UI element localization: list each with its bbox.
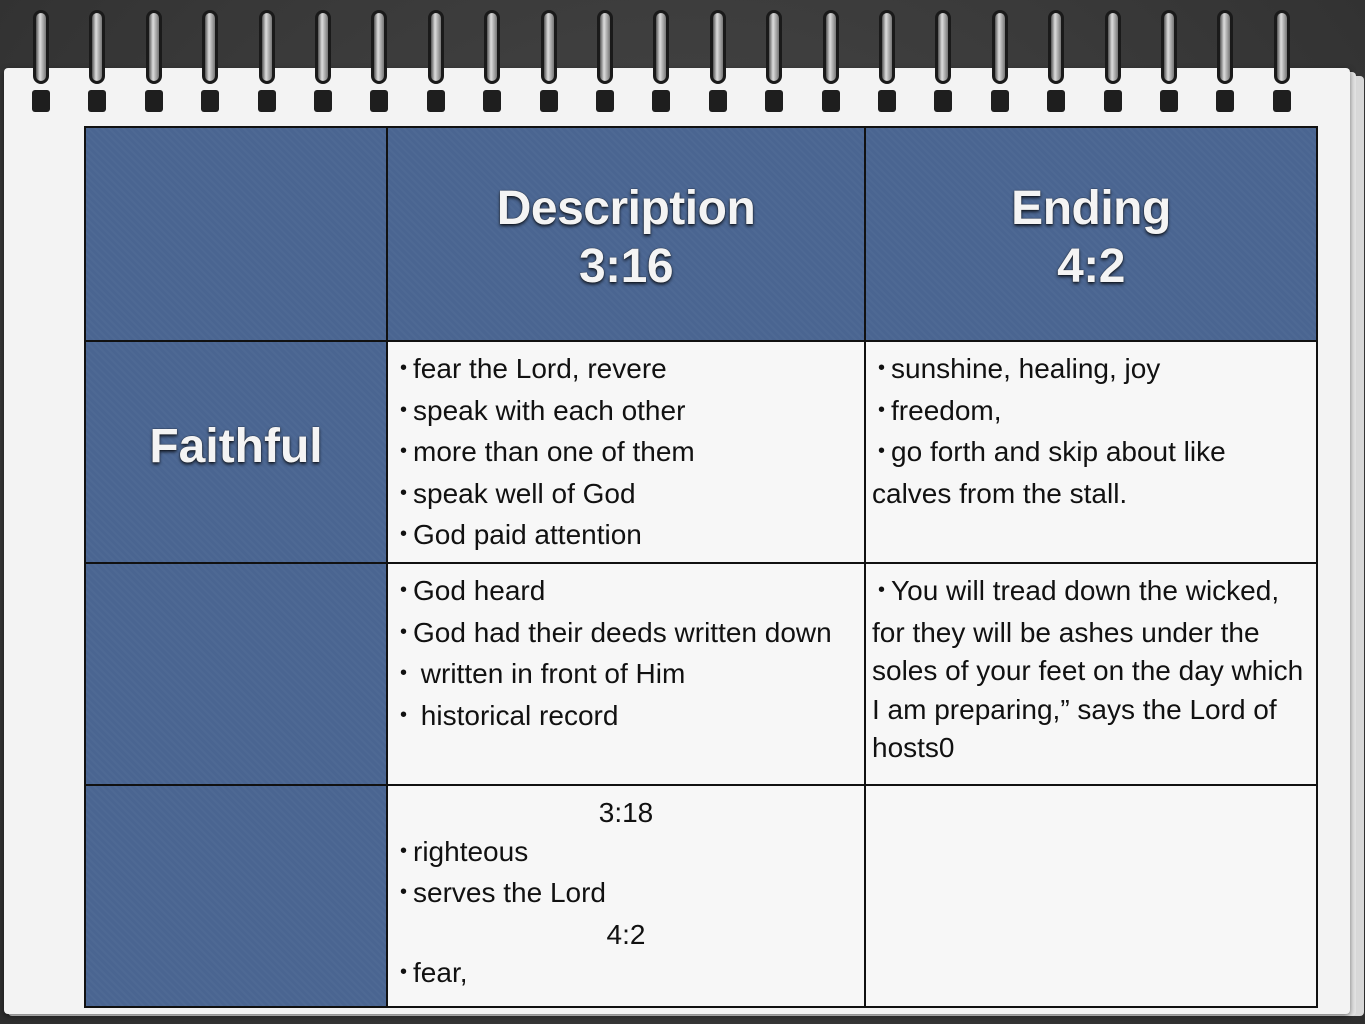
ring-hole <box>258 90 276 112</box>
ring-hole <box>822 90 840 112</box>
ring-hole <box>652 90 670 112</box>
list-item: • more than one of them <box>394 433 858 475</box>
ring-loop <box>89 10 105 84</box>
list-item: • freedom, <box>872 392 1310 434</box>
ring-hole <box>765 90 783 112</box>
row-label-cell <box>85 341 387 563</box>
ring-hole <box>1160 90 1178 112</box>
list-item: • God heard <box>394 572 858 614</box>
header-ending-title: Ending <box>1011 182 1171 235</box>
comparison-table <box>84 126 1318 1008</box>
list-item: • fear, <box>394 954 858 996</box>
verse-reference: 3:18 <box>598 797 654 828</box>
binding-ring <box>989 6 1011 114</box>
ring-loop <box>428 10 444 84</box>
ending-cell-empty <box>865 785 1317 1007</box>
row-label: Faithful <box>149 419 323 473</box>
row-label-cell <box>85 785 387 1007</box>
binding-ring <box>932 6 954 114</box>
binding-ring <box>86 6 108 114</box>
binding-ring <box>143 6 165 114</box>
ring-hole <box>32 90 50 112</box>
ring-hole <box>201 90 219 112</box>
row-label-cell <box>85 563 387 785</box>
binding-ring <box>312 6 334 114</box>
binding-ring <box>368 6 390 114</box>
ring-loop <box>202 10 218 84</box>
list-item: • historical record <box>394 697 858 739</box>
binding-ring <box>1102 6 1124 114</box>
header-ending-ref: 4:2 <box>1057 240 1125 293</box>
verse-reference: 4:2 <box>606 918 646 950</box>
table-row <box>85 563 1317 785</box>
list-item: • God paid attention <box>394 516 858 558</box>
spiral-binding <box>30 6 1350 116</box>
ring-loop <box>823 10 839 84</box>
ring-hole <box>370 90 388 112</box>
ring-hole <box>540 90 558 112</box>
ring-loop <box>597 10 613 84</box>
ring-loop <box>1217 10 1233 84</box>
ring-loop <box>484 10 500 84</box>
ring-loop <box>1105 10 1121 84</box>
list-item: • righteous <box>394 833 858 875</box>
table-row <box>85 341 1317 563</box>
ring-loop <box>710 10 726 84</box>
header-ending-cell <box>865 127 1317 341</box>
ring-hole <box>878 90 896 112</box>
ring-loop <box>259 10 275 84</box>
ring-hole <box>1216 90 1234 112</box>
ring-loop <box>33 10 49 84</box>
list-item: • speak with each other <box>394 392 858 434</box>
header-row <box>85 127 1317 341</box>
ring-loop <box>146 10 162 84</box>
binding-ring <box>820 6 842 114</box>
ring-hole <box>88 90 106 112</box>
binding-ring <box>594 6 616 114</box>
header-description-title: Description <box>496 182 756 235</box>
ring-hole <box>1273 90 1291 112</box>
ring-hole <box>145 90 163 112</box>
ring-loop <box>1048 10 1064 84</box>
ring-loop <box>1161 10 1177 84</box>
binding-ring <box>256 6 278 114</box>
ring-loop <box>541 10 557 84</box>
header-corner-cell <box>85 127 387 341</box>
binding-ring <box>481 6 503 114</box>
ring-loop <box>766 10 782 84</box>
binding-ring <box>1158 6 1180 114</box>
table-row <box>85 785 1317 1007</box>
binding-ring <box>650 6 672 114</box>
ring-loop <box>879 10 895 84</box>
list-item: • sunshine, healing, joy <box>872 350 1310 392</box>
ending-cell <box>865 563 1317 785</box>
ring-loop <box>992 10 1008 84</box>
ring-loop <box>935 10 951 84</box>
binding-ring <box>1271 6 1293 114</box>
binding-ring <box>707 6 729 114</box>
ring-loop <box>1274 10 1290 84</box>
list-item: • You will tread down the wicked, for they will be ashes under the soles of your feet on the day which I am preparing,” says the Lord of hosts0 <box>872 572 1310 768</box>
ring-loop <box>371 10 387 84</box>
binding-ring <box>876 6 898 114</box>
ring-hole <box>427 90 445 112</box>
ring-hole <box>709 90 727 112</box>
binding-ring <box>30 6 52 114</box>
ring-hole <box>314 90 332 112</box>
description-cell <box>387 341 865 563</box>
list-item: • speak well of God <box>394 475 858 517</box>
list-item: • go forth and skip about like calves from the stall. <box>872 433 1310 513</box>
ring-hole <box>483 90 501 112</box>
description-cell <box>387 563 865 785</box>
binding-ring <box>425 6 447 114</box>
ending-cell <box>865 341 1317 563</box>
binding-ring <box>199 6 221 114</box>
ring-loop <box>653 10 669 84</box>
description-cell <box>387 785 865 1007</box>
binding-ring <box>538 6 560 114</box>
binding-ring <box>763 6 785 114</box>
header-description-ref: 3:16 <box>578 240 674 293</box>
ring-hole <box>934 90 952 112</box>
header-description-cell <box>387 127 865 341</box>
ring-hole <box>991 90 1009 112</box>
ring-hole <box>1047 90 1065 112</box>
binding-ring <box>1214 6 1236 114</box>
list-item: • fear the Lord, revere <box>394 350 858 392</box>
list-item: • serves the Lord <box>394 874 858 916</box>
list-item: • written in front of Him <box>394 655 858 697</box>
ring-hole <box>1104 90 1122 112</box>
binding-ring <box>1045 6 1067 114</box>
list-item: • God had their deeds written down <box>394 614 858 656</box>
ring-loop <box>315 10 331 84</box>
ring-hole <box>596 90 614 112</box>
